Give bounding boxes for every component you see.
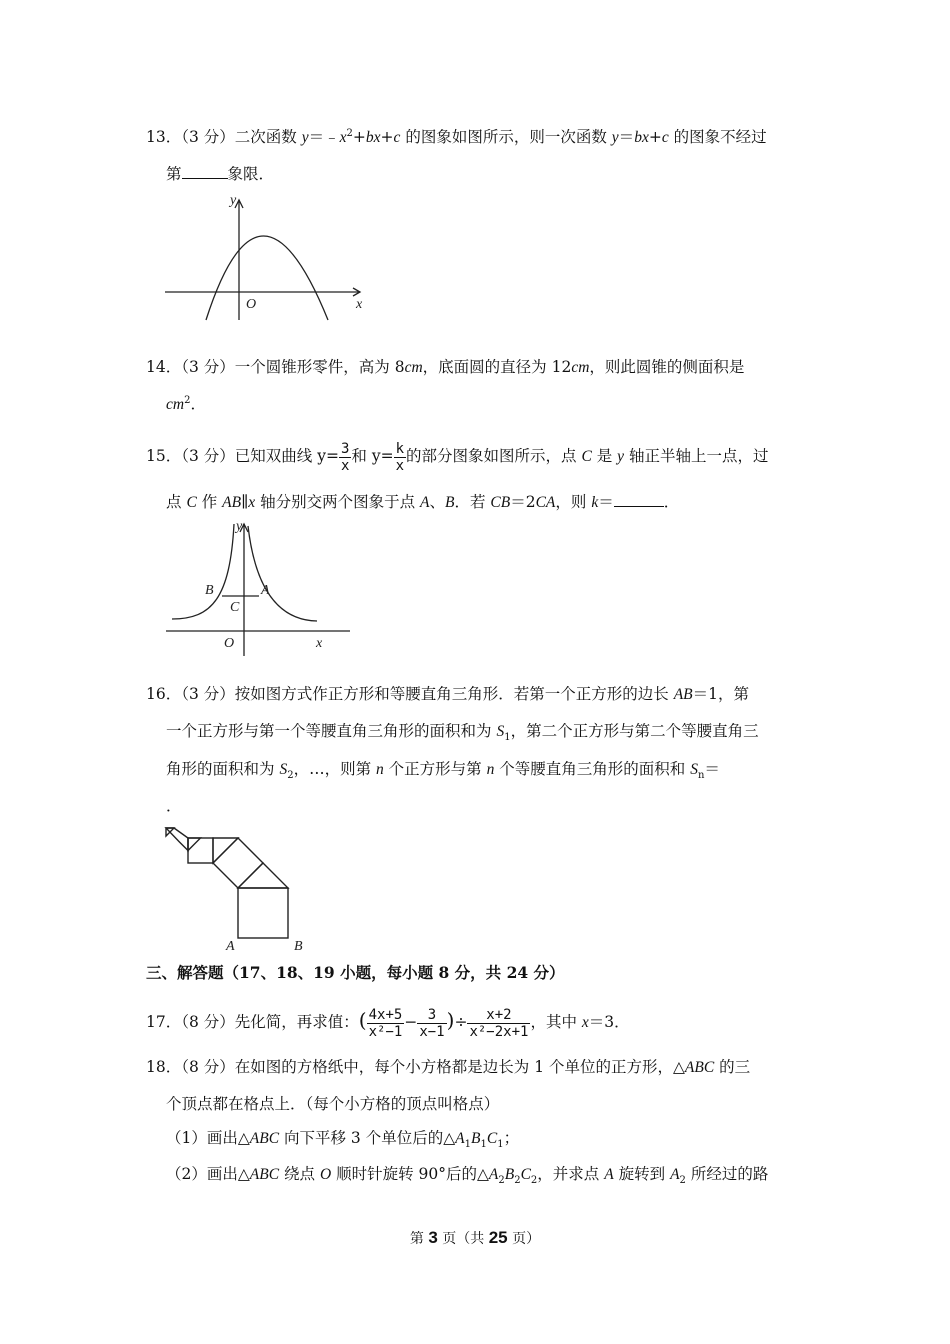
left-hyperbola-branch xyxy=(172,524,234,619)
q16-squares-figure xyxy=(160,824,320,954)
answer-blank xyxy=(182,164,228,179)
fraction-2: $\frac{3}{x-1}$ xyxy=(419,1006,445,1040)
q18-line2: 个顶点都在格点上．（每个小方格的顶点叫格点） xyxy=(166,1095,500,1113)
fig-x-label: x xyxy=(356,297,363,312)
page-number: 3 xyxy=(428,1228,438,1247)
q13-parabola-figure xyxy=(160,192,370,322)
square-3 xyxy=(188,838,213,863)
fig-y-label: y xyxy=(230,193,237,208)
fraction-1: $\frac{4x+5}{\text{x²−1}}$ xyxy=(368,1006,403,1040)
square-1 xyxy=(238,888,288,938)
fig-A-label: A xyxy=(226,939,235,954)
triangle-1 xyxy=(238,863,288,888)
q16-line2: 一个正方形与第一个等腰直角三角形的面积和为 $S_1$，第二个正方形与第二个等腰直角三 xyxy=(166,722,759,744)
triangle-2 xyxy=(213,838,238,863)
parabola-curve xyxy=(206,236,328,320)
q14-line2: $cm^2$． xyxy=(166,394,206,413)
q15-line2: 点 C 作 AB∥x 轴分别交两个图象于点 A、B．若 CB＝2CA，则 k＝ ． xyxy=(166,493,680,511)
fig-A-label: A xyxy=(261,583,270,598)
q14-line1: 14．（3 分）一个圆锥形零件，高为 8cm，底面圆的直径为 12cm，则此圆锥的侧面积是 xyxy=(146,358,745,376)
page-footer: 第 3 页（共 25 页） xyxy=(409,1228,541,1247)
fig-O-label: O xyxy=(224,636,235,651)
triangle-3 xyxy=(188,838,201,851)
q13-line2: 第 象限． xyxy=(166,165,275,183)
q16-line4: ． xyxy=(166,797,182,815)
fig-C-label: C xyxy=(230,600,240,615)
fig-x-label: x xyxy=(316,636,323,651)
fraction-k-over-x: $\frac{k}{x}$ xyxy=(395,440,404,474)
answer-blank xyxy=(614,492,664,507)
fraction-3: $\frac{x+2}{\text{x²−2x+1}}$ xyxy=(469,1006,529,1040)
q18-line1: 18．（8 分）在如图的方格纸中，每个小方格都是边长为 1 个单位的正方形，△ABC 的三 xyxy=(146,1058,751,1076)
q18-part2: （2）画出△ABC 绕点 O 顺时针旋转 90°后的$\triangle A_2B_2C_2$，并求点 A 旋转到 $A_2$ 所经过的路 xyxy=(166,1165,769,1187)
section-3-heading: 三、解答题（17、18、19 小题，每小题 8 分，共 24 分） xyxy=(146,963,565,982)
q17-line1: 17．（8 分）先化简，再求值：( $\frac{4x+5}{\text{x²−1}}$ − $\frac{3}{x-1}$ )÷ $\frac{x+2}{\text{x²−2x+1}}$ ，其中 x＝3． xyxy=(146,1006,630,1040)
fig-y-label: y xyxy=(236,519,243,534)
square-4 xyxy=(166,828,188,851)
square-2 xyxy=(213,838,263,888)
q16-line3: 角形的面积和为 $S_2$，…，则第 n 个正方形与第 n 个等腰直角三角形的面积和 $S_n=$ xyxy=(166,760,720,782)
fig-B-label: B xyxy=(294,939,303,954)
page-total: 25 xyxy=(488,1228,508,1247)
fig-origin-label: O xyxy=(246,297,257,312)
q18-part1: （1）画出△ABC 向下平移 3 个单位后的$\triangle A_1B_1C_1$； xyxy=(166,1129,520,1151)
right-hyperbola-branch xyxy=(248,526,317,621)
q13-line1: 13．（3 分）二次函数 $y=﹣x^2+bx+c$ 的图象如图所示，则一次函数 y＝bx+c 的图象不经过 xyxy=(146,127,767,146)
q15-hyperbola-figure xyxy=(162,518,357,658)
q15-line1: 15．（3 分）已知双曲线 y= $\frac{3}{x}$ 和 y= $\frac{k}{x}$ 的部分图象如图所示，点 C 是 y 轴正半轴上一点，过 xyxy=(146,440,769,474)
fraction-3-over-x: $\frac{3}{x}$ xyxy=(340,440,350,474)
fig-B-label: B xyxy=(205,583,214,598)
q16-line1: 16．（3 分）按如图方式作正方形和等腰直角三角形．若第一个正方形的边长 AB＝1，第 xyxy=(146,685,750,703)
